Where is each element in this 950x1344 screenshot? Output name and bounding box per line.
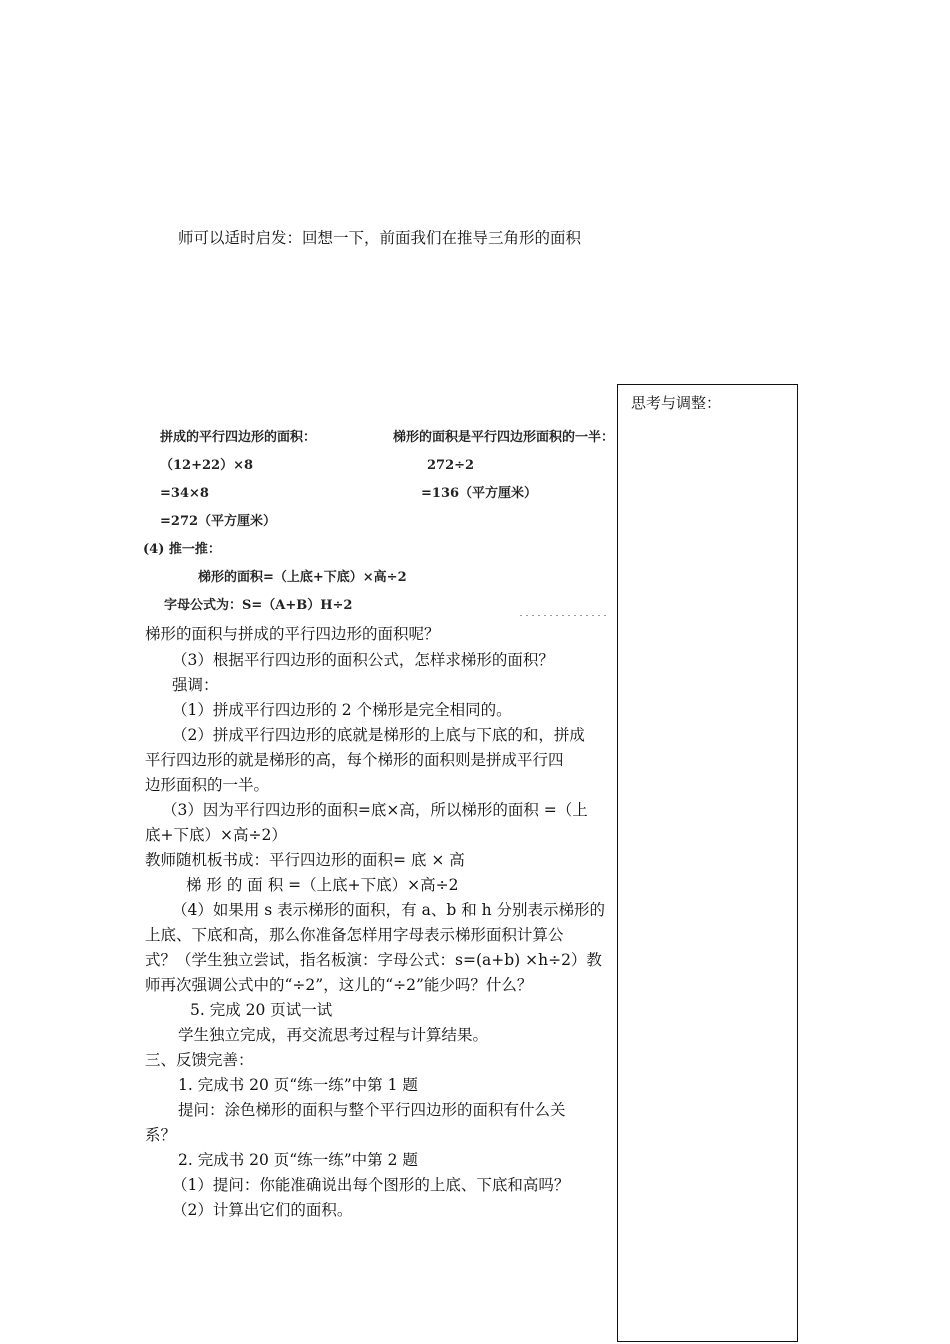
line-16: 5. 完成 20 页试一试 xyxy=(190,1001,333,1019)
line-12: （4）如果用 s 表示梯形的面积，有 a、b 和 h 分别表示梯形的 xyxy=(172,901,606,919)
line-19: 1. 完成书 20 页“练一练”中第 1 题 xyxy=(178,1076,418,1094)
line-5: （2）拼成平行四边形的底就是梯形的上底与下底的和，拼成 xyxy=(172,726,585,744)
scan-artifact xyxy=(520,615,610,616)
right-title: 梯形的面积是平行四边形面积的一半： xyxy=(393,430,615,445)
line-13: 上底、下底和高，那么你准备怎样用字母表示梯形面积计算公 xyxy=(145,926,564,944)
intro-line: 师可以适时启发：回想一下，前面我们在推导三角形的面积 xyxy=(178,229,582,247)
line-2: （3）根据平行四边形的面积公式，怎样求梯形的面积？ xyxy=(172,651,554,669)
line-15: 师再次强调公式中的“÷2”，这儿的“÷2”能少吗？什么？ xyxy=(145,976,533,994)
line-8: （3）因为平行四边形的面积=底×高，所以梯形的面积 =（上 xyxy=(162,801,588,819)
right-step2: =136（平方厘米） xyxy=(421,486,538,501)
line-18: 三、反馈完善： xyxy=(145,1051,254,1069)
left-step1: （12+22）×8 xyxy=(160,458,254,473)
line-17: 学生独立完成，再交流思考过程与计算结果。 xyxy=(178,1026,489,1044)
line-4: （1）拼成平行四边形的 2 个梯形是完全相同的。 xyxy=(172,701,512,719)
line-7: 边形面积的一半。 xyxy=(145,776,270,794)
line-10: 教师随机板书成：平行四边形的面积= 底 × 高 xyxy=(145,851,465,869)
line-6: 平行四边形的就是梯形的高，每个梯形的面积则是拼成平行四 xyxy=(145,751,564,769)
line-14: 式？（学生独立尝试，指名板演：字母公式：s=(a+b) ×h÷2）教 xyxy=(145,951,602,969)
line-3: 强调： xyxy=(172,676,219,694)
line-21: 系？ xyxy=(145,1126,177,1144)
letter-formula: 字母公式为：S=（A+B）H÷2 xyxy=(164,598,353,613)
line-9: 底+下底）×高÷2） xyxy=(145,826,287,844)
side-panel-label: 思考与调整： xyxy=(631,394,722,412)
line-11: 梯 形 的 面 积 =（上底+下底）×高÷2 xyxy=(186,876,459,894)
line-22: 2. 完成书 20 页“练一练”中第 2 题 xyxy=(178,1151,418,1169)
line-24: （2）计算出它们的面积。 xyxy=(172,1201,353,1219)
left-step3: =272（平方厘米） xyxy=(160,514,277,529)
line-20: 提问：涂色梯形的面积与整个平行四边形的面积有什么关 xyxy=(178,1101,566,1119)
push-formula: 梯形的面积=（上底+下底）×高÷2 xyxy=(198,570,407,585)
right-step1: 272÷2 xyxy=(427,458,475,473)
left-step2: =34×8 xyxy=(160,486,209,501)
line-1: 梯形的面积与拼成的平行四边形的面积呢？ xyxy=(145,625,440,643)
left-title: 拼成的平行四边形的面积： xyxy=(160,430,317,445)
side-panel xyxy=(617,384,798,1342)
push-title: (4) 推一推： xyxy=(143,542,221,557)
line-23: （1）提问：你能准确说出每个图形的上底、下底和高吗？ xyxy=(172,1176,570,1194)
